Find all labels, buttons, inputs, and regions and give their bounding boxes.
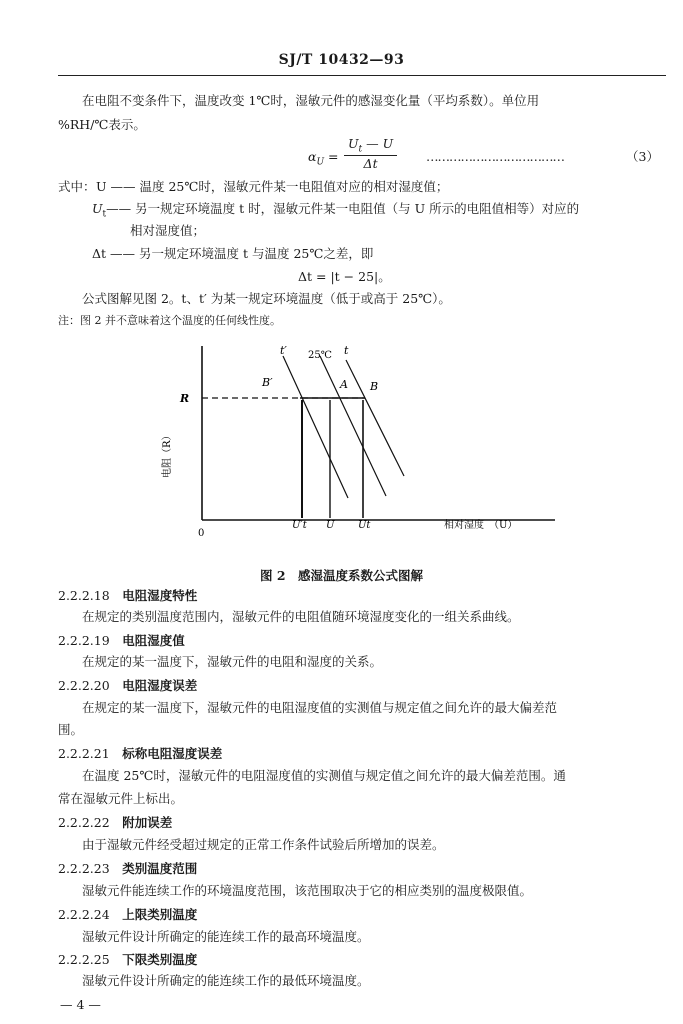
section-body: 湿敏元件设计所确定的能连续工作的最高环境温度。: [82, 929, 370, 944]
page-header: SJ/T 10432—93: [278, 52, 405, 68]
definition-ut-line-2: 相对湿度值；: [130, 223, 206, 238]
section-body: 由于湿敏元件经受超过规定的正常工作条件试验后所增加的误差。: [82, 837, 445, 852]
section-number: 2.2.2.19: [58, 633, 110, 648]
header-rule: [58, 75, 666, 76]
intro-line-1: 在电阻不变条件下，温度改变 1℃时，湿敏元件的感湿变化量（平均系数）。单位用: [82, 93, 540, 108]
definition-dt-equation: Δt = |t − 25|。: [298, 269, 391, 284]
x-tick-ut-prime: U′t: [292, 520, 307, 531]
definition-ut-line-1: $U_t——$ 另一规定环境温度 t 时，湿敏元件某一电阻值（与 U 所示的电阻值相等）对应的: [92, 201, 580, 220]
section-title: 电阻湿度特性: [122, 588, 198, 603]
section-title: 下限类别温度: [122, 952, 198, 967]
figure-caption: 图 2 感湿温度系数公式图解: [259, 568, 424, 583]
formula-number: （3）: [626, 149, 659, 164]
curve-t-prime: [283, 356, 348, 498]
curve-label-25c: 25℃: [308, 350, 332, 361]
section-title: 类别温度范围: [122, 861, 198, 876]
figure-2-diagram: [150, 338, 580, 538]
section-number: 2.2.2.18: [58, 588, 110, 603]
point-label-b: B: [370, 380, 379, 393]
section-body-cont: 常在湿敏元件上标出。: [58, 791, 184, 806]
x-tick-ut: Ut: [358, 520, 371, 531]
section-body-cont: 围。: [58, 722, 84, 737]
figure-reference: 公式图解见图 2。t、t′ 为某一规定环境温度（低于或高于 25℃）。: [82, 291, 451, 306]
curve-t: [346, 360, 404, 476]
section-number: 2.2.2.23: [58, 861, 110, 876]
section-body: 在规定的某一温度下，湿敏元件的电阻和湿度的关系。: [82, 654, 383, 669]
section-body: 在规定的某一温度下，湿敏元件的电阻湿度值的实测值与规定值之间允许的最大偏差范: [82, 700, 558, 715]
section-title: 电阻湿度误差: [122, 678, 198, 693]
y-axis-label: 电阻（R）: [162, 430, 173, 478]
section-number: 2.2.2.21: [58, 746, 110, 761]
section-body: 湿敏元件设计所确定的能连续工作的最低环境温度。: [82, 973, 370, 988]
section-number: 2.2.2.20: [58, 678, 110, 693]
definition-prefix: 式中：: [58, 179, 96, 194]
definition-u: U —— 温度 25℃时，湿敏元件某一电阻值对应的相对湿度值；: [96, 179, 449, 194]
page-number: — 4 —: [60, 997, 101, 1012]
definition-dt: Δt —— 另一规定环境温度 t 与温度 25℃之差，即: [92, 246, 374, 261]
point-label-b-prime: B′: [262, 376, 273, 389]
section-number: 2.2.2.22: [58, 815, 110, 830]
formula-dots: ………………………………: [426, 149, 564, 164]
formula-fraction: $\frac{U_t — U}{\Delta t}$: [344, 136, 397, 171]
intro-line-2: %RH/℃表示。: [58, 117, 146, 132]
section-body: 在温度 25℃时，湿敏元件的电阻湿度值的实测值与规定值之间允许的最大偏差范围。通: [82, 768, 566, 783]
section-number: 2.2.2.25: [58, 952, 110, 967]
formula-lhs: $\alpha_U$ =: [308, 149, 339, 168]
section-title: 标称电阻湿度误差: [122, 746, 223, 761]
section-body: 湿敏元件能连续工作的环境温度范围，该范围取决于它的相应类别的温度极限值。: [82, 883, 533, 898]
curve-label-t-prime: t′: [280, 344, 287, 357]
section-body: 在规定的类别温度范围内，湿敏元件的电阻值随环境湿度变化的一组关系曲线。: [82, 609, 520, 624]
section-title: 附加误差: [122, 815, 173, 830]
figure-note: 注：图 2 并不意味着这个温度的任何线性度。: [58, 314, 281, 327]
point-label-a: A: [340, 378, 348, 391]
origin-label: 0: [198, 528, 205, 538]
x-tick-u: U: [326, 520, 335, 531]
curve-label-t: t: [344, 344, 349, 357]
r-label: R: [180, 392, 190, 405]
section-title: 上限类别温度: [122, 907, 198, 922]
x-axis-label: 相对湿度 （U）: [444, 520, 518, 531]
section-title: 电阻湿度值: [122, 633, 185, 648]
section-number: 2.2.2.24: [58, 907, 110, 922]
